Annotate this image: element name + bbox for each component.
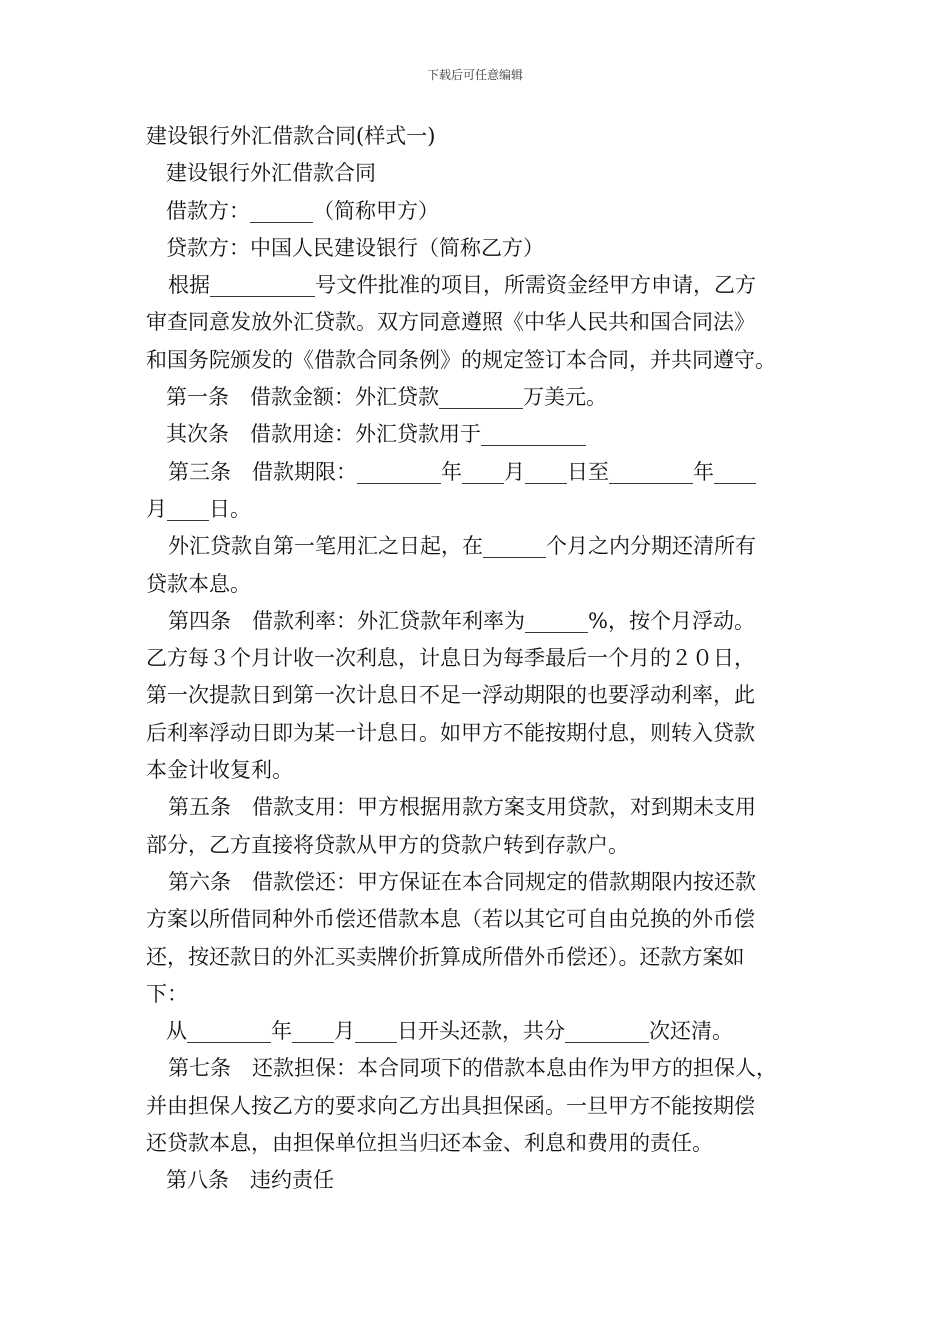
- article-8: 第八条 违约责任: [166, 1168, 334, 1193]
- article-2: 其次条 借款用途：外汇贷款用于__________: [166, 422, 586, 447]
- article-4: 第四条 借款利率：外汇贷款年利率为______%，按个月浮动。: [168, 608, 755, 633]
- article-6-cont: 方案以所借同种外币偿还借款本息（若以其它可自由兑换的外币偿: [146, 907, 755, 932]
- article-5-cont: 部分，乙方直接将贷款从甲方的贷款户转到存款户。: [146, 832, 629, 857]
- article-4-cont: 第一次提款日到第一次计息日不足一浮动期限的也要浮动利率，此: [146, 683, 755, 708]
- article-1: 第一条 借款金额：外汇贷款________万美元。: [166, 385, 607, 410]
- repayment-note-cont: 贷款本息。: [146, 571, 251, 596]
- article-7: 第七条 还款担保：本合同项下的借款本息由作为甲方的担保人，: [168, 1056, 777, 1081]
- preamble-line: 和国务院颁发的《借款合同条例》的规定签订本合同，并共同遵守。: [146, 347, 776, 372]
- lender-line: 贷款方：中国人民建设银行（简称乙方）: [166, 235, 544, 260]
- document-title: 建设银行外汇借款合同(样式一): [146, 124, 436, 148]
- borrower-line: 借款方：______（简称甲方）: [166, 198, 439, 223]
- article-4-cont: 后利率浮动日即为某一计息日。如甲方不能按期付息，则转入贷款: [146, 720, 755, 745]
- article-7-cont: 还贷款本息，由担保单位担当归还本金、利息和费用的责任。: [146, 1131, 713, 1156]
- repayment-note: 外汇贷款自第一笔用汇之日起，在______个月之内分期还清所有: [168, 534, 756, 559]
- article-5: 第五条 借款支用：甲方根据用款方案支用贷款，对到期未支用: [168, 795, 756, 820]
- article-3-cont: 月____日。: [146, 496, 251, 521]
- header-note: 下载后可任意编辑: [426, 68, 523, 82]
- preamble-line: 审查同意发放外汇贷款。双方同意遵照《中华人民共和国合同法》: [146, 310, 755, 335]
- contract-heading: 建设银行外汇借款合同: [166, 161, 376, 186]
- article-4-cont: 本金计收复利。: [146, 758, 293, 783]
- article-4-cont: 乙方每３个月计收一次利息，计息日为每季最后一个月的２０日，: [146, 646, 755, 671]
- article-6: 第六条 借款偿还：甲方保证在本合同规定的借款期限内按还款: [168, 869, 756, 894]
- repayment-schedule: 从________年____月____日开头还款，共分________次还清。: [166, 1019, 733, 1044]
- article-7-cont: 并由担保人按乙方的要求向乙方出具担保函。一旦甲方不能按期偿: [146, 1093, 755, 1118]
- article-3: 第三条 借款期限：________年____月____日至________年____: [168, 459, 756, 484]
- document-body: [146, 118, 806, 1200]
- article-6-cont: 还，按还款日的外汇买卖牌价折算成所借外币偿还）。还款方案如: [146, 944, 745, 969]
- article-6-cont: 下：: [146, 981, 188, 1006]
- preamble-line: 根据__________号文件批准的项目，所需资金经甲方申请，乙方: [168, 273, 756, 298]
